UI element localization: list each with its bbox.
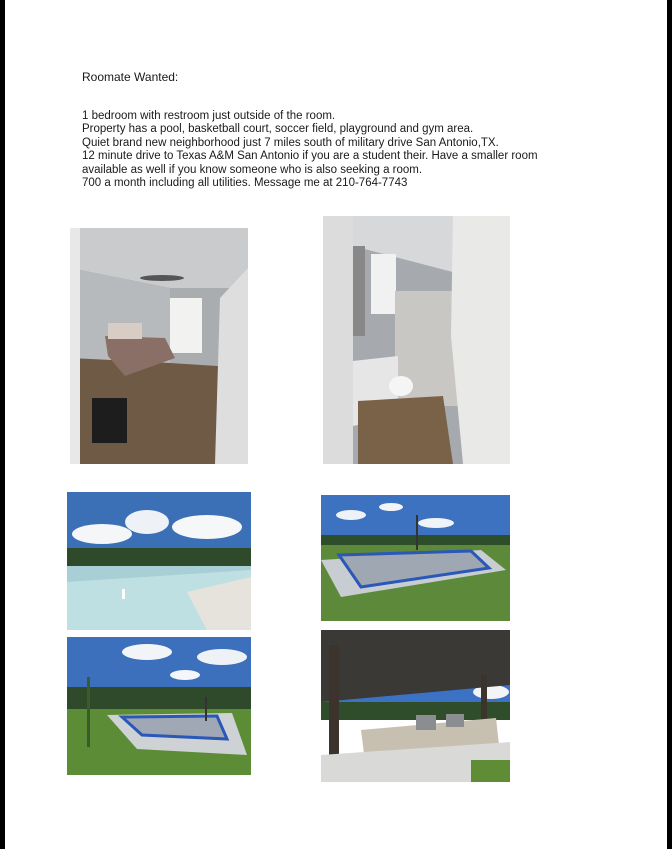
document-page [5,0,667,849]
pool-photo [67,492,251,630]
basketball-court-photo [321,495,510,621]
page-title: Roomate Wanted: [82,70,179,84]
description-line: Quiet brand new neighborhood just 7 miles south of military drive San Antonio,TX. [82,136,499,149]
court-field-photo [67,637,251,775]
description-line: Property has a pool, basketball court, soccer field, playground and gym area. [82,123,474,136]
bedroom-photo [70,228,248,464]
bathroom-photo [323,216,510,464]
description-line: available as well if you know someone who is also seeking a room. [82,163,423,176]
description-line: 12 minute drive to Texas A&M San Antonio if you are a student their. Have a smaller room [82,150,538,163]
description-line: 1 bedroom with restroom just outside of the room. [82,110,336,122]
pavilion-photo [321,630,510,782]
listing-description [82,110,602,190]
description-line: 700 a month including all utilities. Message me at 210-764-7743 [82,177,408,190]
